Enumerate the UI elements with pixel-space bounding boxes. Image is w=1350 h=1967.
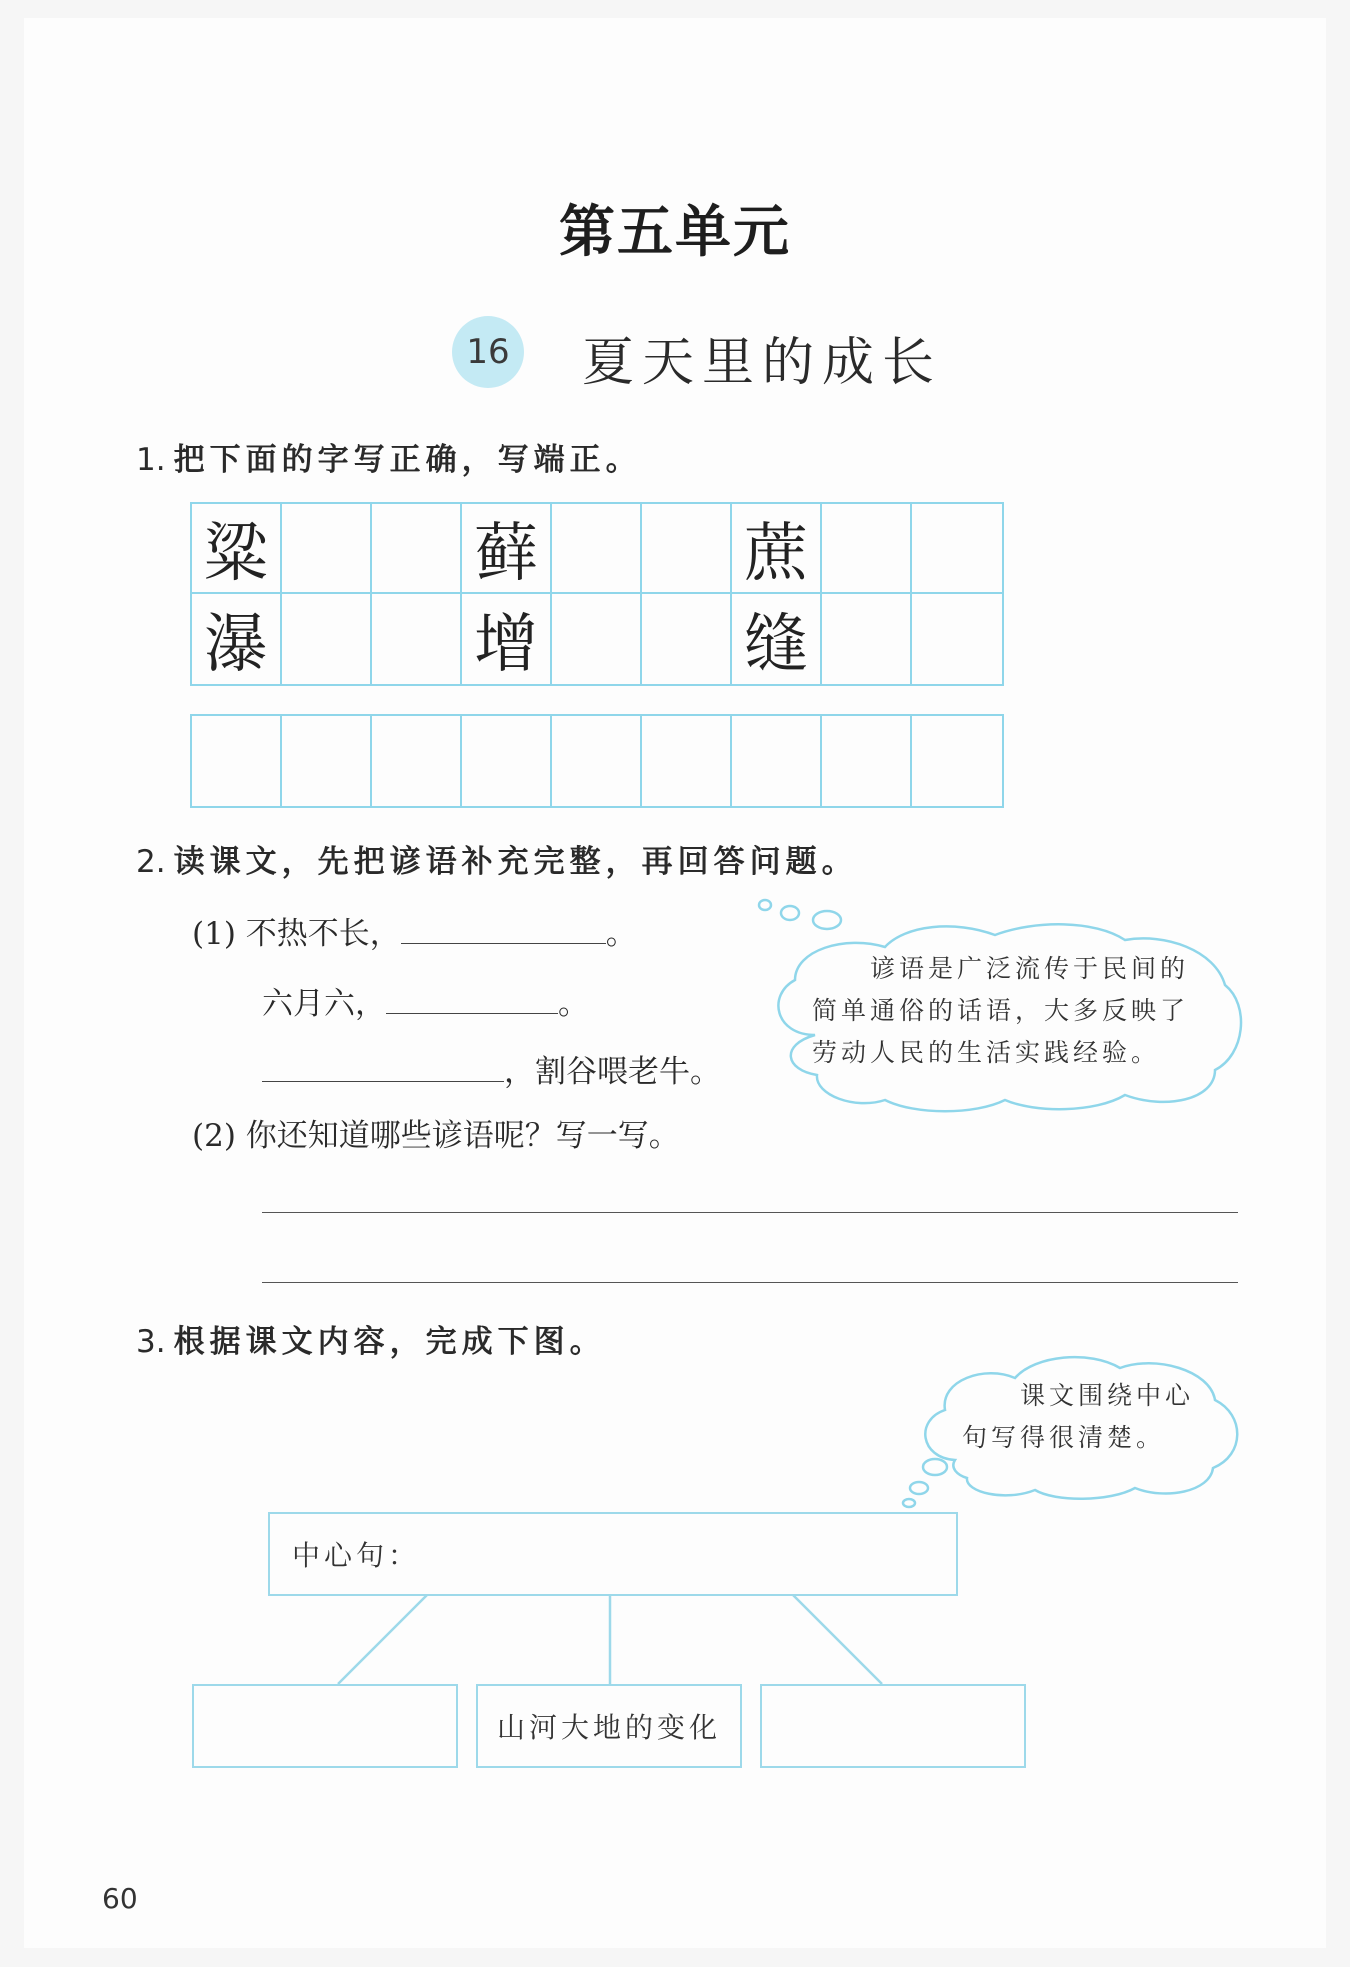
- q2-part1-line2: [262, 978, 589, 1023]
- q2-instruction: 读课文，先把谚语补充完整，再回答问题。: [173, 844, 858, 880]
- q1-instruction: 把下面的字写正确，写端正。: [173, 442, 642, 478]
- character-grid-bottom-cell[interactable]: [372, 716, 462, 806]
- character-grid-top-cell[interactable]: [552, 594, 642, 684]
- answer-line-2[interactable]: [262, 1282, 1238, 1283]
- character-grid-bottom-cell[interactable]: [732, 716, 822, 806]
- connector-left: [338, 1594, 428, 1684]
- proverb-blank-3[interactable]: [262, 1051, 504, 1082]
- character-grid-bottom: [190, 714, 1004, 808]
- character-grid-top-cell[interactable]: [822, 594, 912, 684]
- diagram-connectors: [190, 1594, 1020, 1686]
- q2-part1-line1: [192, 908, 637, 953]
- character-grid-top-cell[interactable]: [372, 594, 462, 684]
- hint-bubble-line-2: 句写得很清楚。: [962, 1423, 1166, 1452]
- proverb-blank-1[interactable]: [401, 913, 606, 944]
- character-grid-top-cell: 蔗: [732, 504, 822, 594]
- proverb-line1-text: 不热不长，: [245, 916, 401, 952]
- q2-part2-text: 你还知道哪些谚语呢？写一写。: [245, 1118, 680, 1154]
- character-grid-bottom-cell[interactable]: [642, 716, 732, 806]
- central-sentence-box[interactable]: [268, 1512, 958, 1596]
- hint-bubble-line-1: 课文围绕中心: [1020, 1381, 1195, 1410]
- q3-instruction: 根据课文内容，完成下图。: [173, 1324, 606, 1360]
- q2-part2: [192, 1110, 680, 1155]
- connector-right: [792, 1594, 882, 1684]
- character-grid-top-cell[interactable]: [372, 504, 462, 594]
- character-grid-top: [190, 502, 1004, 686]
- character-grid-top-cell: 缝: [732, 594, 822, 684]
- character-grid-top-cell: 藓: [462, 504, 552, 594]
- proverb-line3-text: ，割谷喂老牛。: [504, 1054, 721, 1090]
- character-grid-top-cell: 粱: [192, 504, 282, 594]
- lesson-number-badge: 16: [452, 316, 524, 388]
- unit-title: 第五单元: [559, 199, 791, 265]
- branch-box-middle[interactable]: [476, 1684, 742, 1768]
- proverb-blank-2[interactable]: [386, 983, 558, 1014]
- q1-number: 1.: [136, 442, 166, 478]
- proverb-bubble-line-3: 劳动人民的生活实践经验。: [812, 1038, 1161, 1067]
- q3-number: 3.: [136, 1324, 166, 1360]
- character-grid-top-cell: 瀑: [192, 594, 282, 684]
- q2-part2-label: (2): [192, 1118, 236, 1154]
- character-grid-bottom-cell[interactable]: [192, 716, 282, 806]
- q2-part1-line3: [262, 1046, 721, 1091]
- answer-line-1[interactable]: [262, 1212, 1238, 1213]
- character-grid-top-cell[interactable]: [552, 504, 642, 594]
- character-grid-bottom-cell[interactable]: [822, 716, 912, 806]
- branch-box-right[interactable]: [760, 1684, 1026, 1768]
- character-grid-top-cell[interactable]: [642, 504, 732, 594]
- character-grid-top-cell[interactable]: [822, 504, 912, 594]
- character-grid-bottom-cell[interactable]: [282, 716, 372, 806]
- q2-heading: [136, 836, 858, 881]
- character-grid-top-cell[interactable]: [642, 594, 732, 684]
- proverb-bubble-line-1: 谚语是广泛流传于民间的: [870, 954, 1190, 983]
- page-number: 60: [102, 1882, 138, 1915]
- character-grid-bottom-cell[interactable]: [552, 716, 642, 806]
- proverb-bubble-line-2: 简单通俗的话语，大多反映了: [812, 996, 1190, 1025]
- character-grid-top-cell: 增: [462, 594, 552, 684]
- proverb-line1-end: 。: [605, 916, 637, 952]
- branch-box-left[interactable]: [192, 1684, 458, 1768]
- character-grid-top-cell[interactable]: [282, 504, 372, 594]
- proverb-line2-end: 。: [558, 986, 589, 1022]
- proverb-line2-text: 六月六，: [262, 986, 386, 1022]
- q2-part1-label: (1): [192, 916, 236, 952]
- q3-heading: [136, 1316, 606, 1361]
- character-grid-bottom-cell[interactable]: [462, 716, 552, 806]
- character-grid-top-cell[interactable]: [912, 504, 1002, 594]
- character-grid-top-cell[interactable]: [282, 594, 372, 684]
- character-grid-top-cell[interactable]: [912, 594, 1002, 684]
- q1-heading: [136, 434, 642, 479]
- branch-box-middle-text: 山河大地的变化: [496, 1711, 721, 1744]
- q2-number: 2.: [136, 844, 166, 880]
- central-sentence-label: 中心句：: [292, 1539, 421, 1572]
- character-grid-bottom-cell[interactable]: [912, 716, 1002, 806]
- lesson-title: 夏天里的成长: [582, 333, 943, 393]
